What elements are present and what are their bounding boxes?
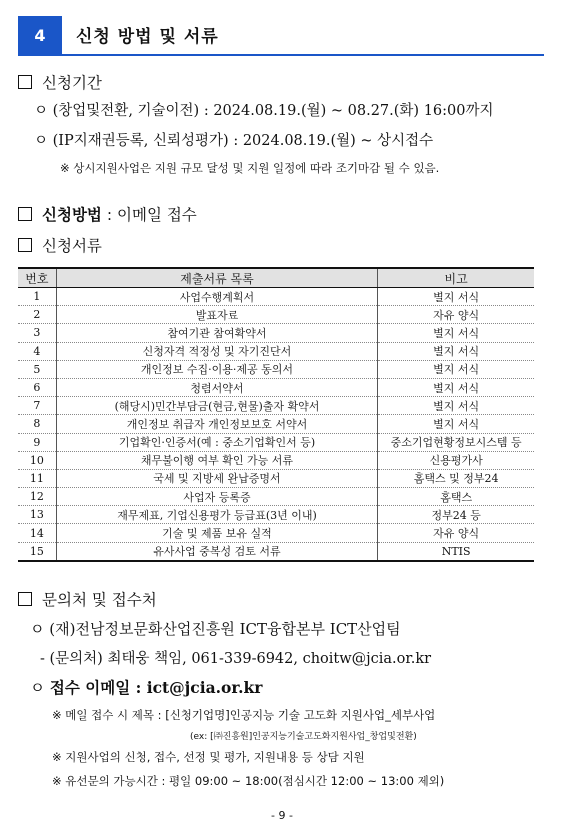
cell-document: 기업확인·인증서(예 : 중소기업확인서 등)	[56, 433, 378, 451]
table-row	[18, 524, 534, 542]
cell-number: 7	[18, 397, 56, 415]
cell-number: 6	[18, 378, 56, 396]
consult-note: ※ 지원사업의 신청, 접수, 선정 및 평가, 지원내용 등 상담 지원	[52, 750, 365, 764]
cell-remark: 중소기업현황정보시스템 등	[378, 433, 534, 451]
section-number: 4	[34, 25, 46, 45]
cell-document: 발표자료	[56, 306, 378, 324]
cell-document: (해당시)민간부담금(현금,현물)출자 확약서	[56, 397, 378, 415]
cell-document: 기술 및 제품 보유 실적	[56, 524, 378, 542]
cell-number: 11	[18, 469, 56, 487]
cell-document: 청렴서약서	[56, 378, 378, 396]
cell-remark: 자유 양식	[378, 306, 534, 324]
contact-org: ㅇ (재)전남정보문화산업진흥원 ICT융합본부 ICT산업팀	[30, 620, 401, 638]
cell-number: 1	[18, 288, 56, 306]
subject-note: ※ 메일 접수 시 제목 : [신청기업명]인공지능 기술 고도화 지원사업_세부사업	[52, 708, 436, 722]
table-row	[18, 288, 534, 306]
cell-number: 9	[18, 433, 56, 451]
cell-document: 참여기관 참여확약서	[56, 324, 378, 342]
table-row	[18, 360, 534, 378]
table-row	[18, 342, 534, 360]
section-divider	[18, 54, 544, 56]
table-row	[18, 488, 534, 506]
table-row	[18, 324, 534, 342]
table-row	[18, 306, 534, 324]
section-number-badge	[18, 16, 62, 54]
table-row	[18, 415, 534, 433]
circle-bullet: ㅇ	[30, 620, 45, 638]
cell-remark: 별지 서식	[378, 415, 534, 433]
cell-remark: 별지 서식	[378, 360, 534, 378]
documents-table	[18, 267, 534, 562]
method-heading: 신청방법 : 이메일 접수	[18, 203, 197, 225]
column-header-documents: 제출서류 목록	[56, 268, 378, 288]
checkbox-square-icon	[18, 592, 32, 606]
column-header-number: 번호	[18, 268, 56, 288]
cell-remark: 홈택스	[378, 488, 534, 506]
cell-remark: 신용평가사	[378, 451, 534, 469]
period-item-2: ㅇ (IP지재권등록, 신뢰성평가) : 2024.08.19.(월) ~ 상시접수	[34, 133, 434, 149]
circle-bullet: ㅇ	[34, 133, 49, 149]
table-row	[18, 433, 534, 451]
cell-remark: 별지 서식	[378, 342, 534, 360]
cell-remark: 별지 서식	[378, 324, 534, 342]
table-header-row	[18, 268, 534, 288]
table-row	[18, 378, 534, 396]
table-row	[18, 397, 534, 415]
cell-number: 3	[18, 324, 56, 342]
method-value: : 이메일 접수	[106, 206, 197, 224]
email-line: ㅇ 접수 이메일 : ict@jcia.or.kr	[30, 678, 263, 697]
circle-bullet: ㅇ	[30, 679, 45, 697]
cell-number: 4	[18, 342, 56, 360]
column-header-remarks: 비고	[378, 268, 534, 288]
section-title: 신청 방법 및 서류	[76, 27, 219, 47]
checkbox-square-icon	[18, 238, 32, 252]
cell-number: 13	[18, 506, 56, 524]
cell-remark: NTIS	[378, 542, 534, 561]
cell-document: 채무불이행 여부 확인 가능 서류	[56, 451, 378, 469]
cell-remark: 정부24 등	[378, 506, 534, 524]
cell-remark: 별지 서식	[378, 288, 534, 306]
cell-document: 신청자격 적정성 및 자기진단서	[56, 342, 378, 360]
table-row	[18, 469, 534, 487]
cell-remark: 별지 서식	[378, 397, 534, 415]
page-number: - 9 -	[271, 809, 293, 822]
cell-number: 5	[18, 360, 56, 378]
table-row	[18, 542, 534, 561]
documents-heading: 신청서류	[18, 234, 102, 256]
cell-number: 12	[18, 488, 56, 506]
cell-document: 사업수행계획서	[56, 288, 378, 306]
contact-heading: 문의처 및 접수처	[18, 588, 157, 610]
hours-note: ※ 유선문의 가능시간 : 평일 09:00 ~ 18:00(점심시간 12:00 ~ 13:00 제외)	[52, 774, 445, 788]
cell-remark: 홈택스 및 정부24	[378, 469, 534, 487]
cell-number: 15	[18, 542, 56, 561]
period-heading: 신청기간	[18, 71, 102, 93]
subject-example: (ex: [㈜진흥원]인공지능기술고도화지원사업_창업및전환)	[190, 732, 417, 742]
contact-line: - (문의처) 최태웅 책임, 061-339-6942, choitw@jcia.or.kr	[40, 651, 432, 667]
cell-remark: 별지 서식	[378, 378, 534, 396]
checkbox-square-icon	[18, 75, 32, 89]
cell-document: 재무제표, 기업신용평가 등급표(3년 이내)	[56, 506, 378, 524]
cell-number: 2	[18, 306, 56, 324]
cell-document: 사업자 등록증	[56, 488, 378, 506]
table-row	[18, 506, 534, 524]
cell-remark: 자유 양식	[378, 524, 534, 542]
cell-document: 유사사업 중복성 검토 서류	[56, 542, 378, 561]
period-note: ※ 상시지원사업은 지원 규모 달성 및 지원 일정에 따라 조기마감 될 수 있음.	[60, 161, 440, 175]
circle-bullet: ㅇ	[34, 103, 49, 119]
period-item-1: ㅇ (창업및전환, 기술이전) : 2024.08.19.(월) ~ 08.27.(화) 16:00까지	[34, 103, 494, 119]
cell-document: 개인정보 취급자 개인정보보호 서약서	[56, 415, 378, 433]
cell-number: 10	[18, 451, 56, 469]
cell-document: 개인정보 수집·이용·제공 동의서	[56, 360, 378, 378]
cell-number: 14	[18, 524, 56, 542]
cell-number: 8	[18, 415, 56, 433]
cell-document: 국세 및 지방세 완납증명서	[56, 469, 378, 487]
checkbox-square-icon	[18, 207, 32, 221]
table-row	[18, 451, 534, 469]
